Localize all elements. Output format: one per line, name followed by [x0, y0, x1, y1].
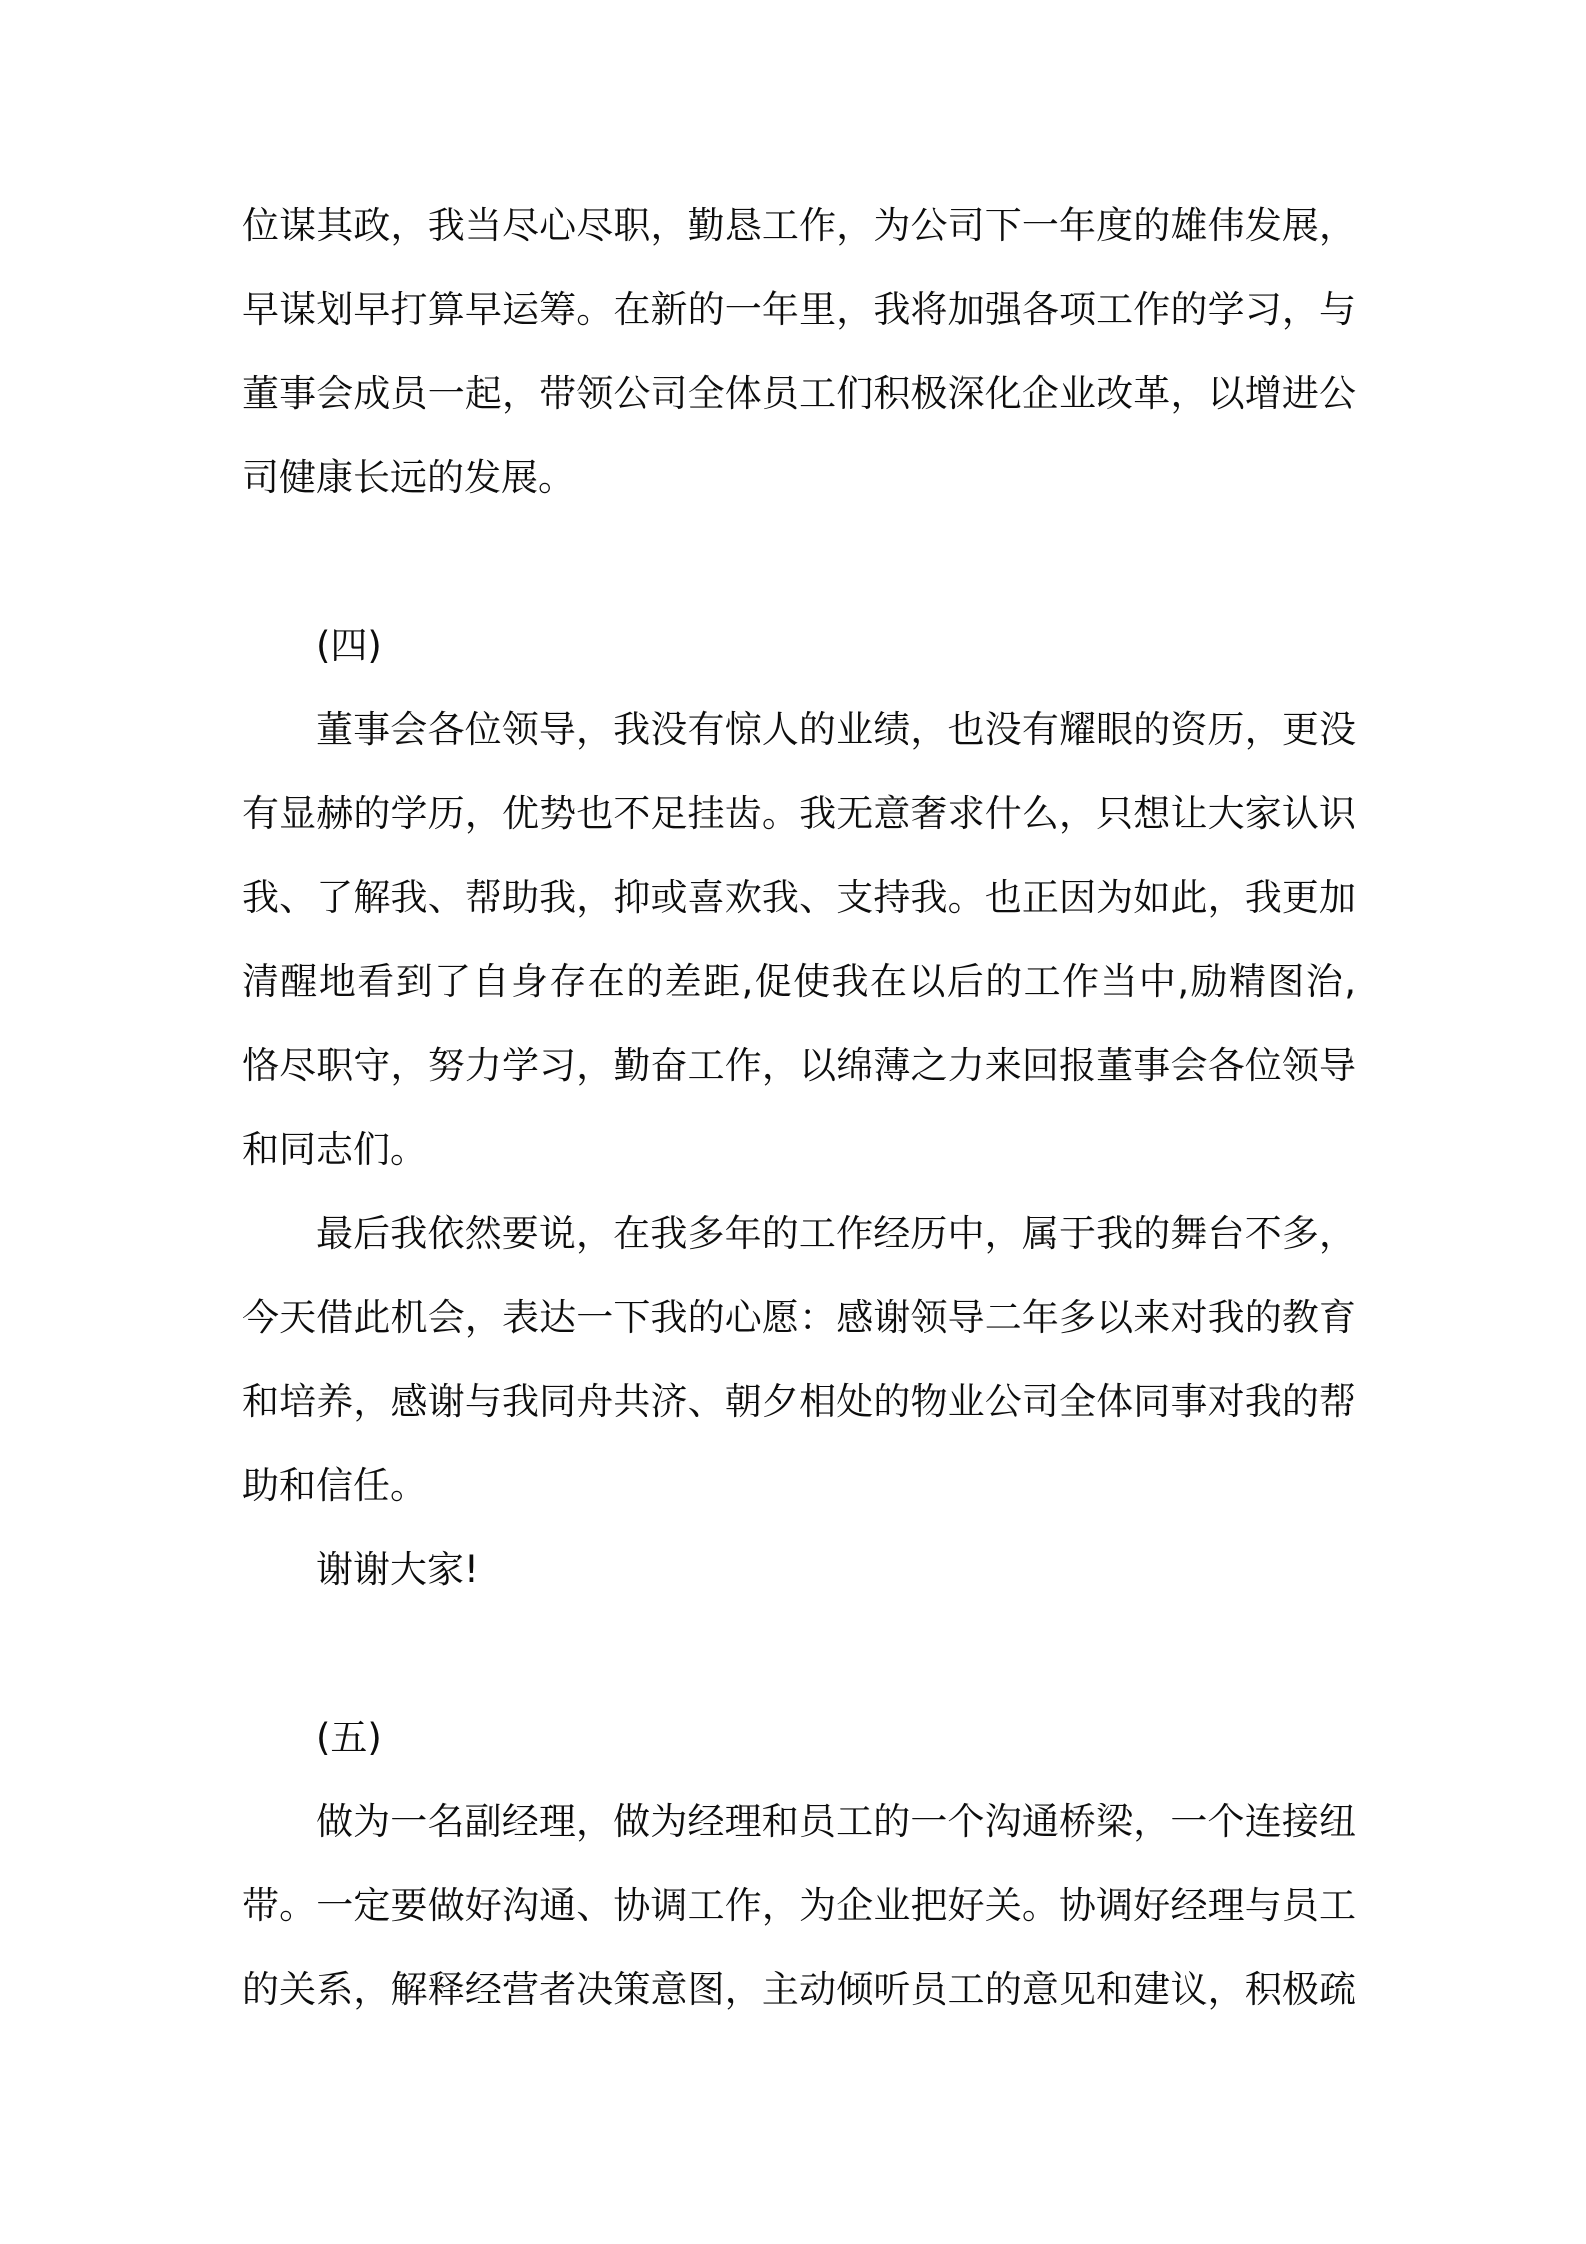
text-line: 我、了解我、帮助我，抑或喜欢我、支持我。也正因为如此，我更加	[242, 876, 1356, 919]
text-line: 今天借此机会，表达一下我的心愿：感谢领导二年多以来对我的教育	[242, 1296, 1356, 1339]
document-section	[242, 184, 1356, 520]
document-section	[242, 1696, 1356, 2032]
text-line: 清醒地看到了自身存在的差距,促使我在以后的工作当中,励精图治,	[242, 960, 1356, 1003]
text-line: 做为一名副经理，做为经理和员工的一个沟通桥梁，一个连接纽	[316, 1800, 1356, 1843]
text-line: 的关系，解释经营者决策意图，主动倾听员工的意见和建议，积极疏	[242, 1968, 1356, 2011]
text-line: 董事会各位领导，我没有惊人的业绩，也没有耀眼的资历，更没	[316, 708, 1356, 751]
document-body	[242, 184, 1356, 2032]
text-line: 位谋其政，我当尽心尽职，勤恳工作，为公司下一年度的雄伟发展，	[242, 204, 1356, 247]
section-heading: (五)	[316, 1716, 382, 1759]
paragraph	[242, 1528, 1356, 1612]
text-line: 谢谢大家!	[316, 1548, 479, 1591]
text-line: 和同志们。	[242, 1128, 427, 1171]
paragraph	[242, 1780, 1356, 2032]
text-line: 早谋划早打算早运筹。在新的一年里，我将加强各项工作的学习，与	[242, 288, 1356, 331]
text-line: 有显赫的学历，优势也不足挂齿。我无意奢求什么，只想让大家认识	[242, 792, 1356, 835]
section-heading: (四)	[316, 624, 382, 667]
paragraph	[242, 1192, 1356, 1528]
text-line: 最后我依然要说，在我多年的工作经历中，属于我的舞台不多，	[316, 1212, 1356, 1255]
text-line: 带。一定要做好沟通、协调工作，为企业把好关。协调好经理与员工	[242, 1884, 1356, 1927]
text-line: 和培养，感谢与我同舟共济、朝夕相处的物业公司全体同事对我的帮	[242, 1380, 1356, 1423]
document-section	[242, 604, 1356, 1612]
text-line: 董事会成员一起，带领公司全体员工们积极深化企业改革，以增进公	[242, 372, 1356, 415]
text-line: 恪尽职守，努力学习，勤奋工作，以绵薄之力来回报董事会各位领导	[242, 1044, 1356, 1087]
paragraph	[242, 688, 1356, 1192]
text-line: 司健康长远的发展。	[242, 456, 575, 499]
paragraph	[242, 184, 1356, 520]
text-line: 助和信任。	[242, 1464, 427, 1507]
